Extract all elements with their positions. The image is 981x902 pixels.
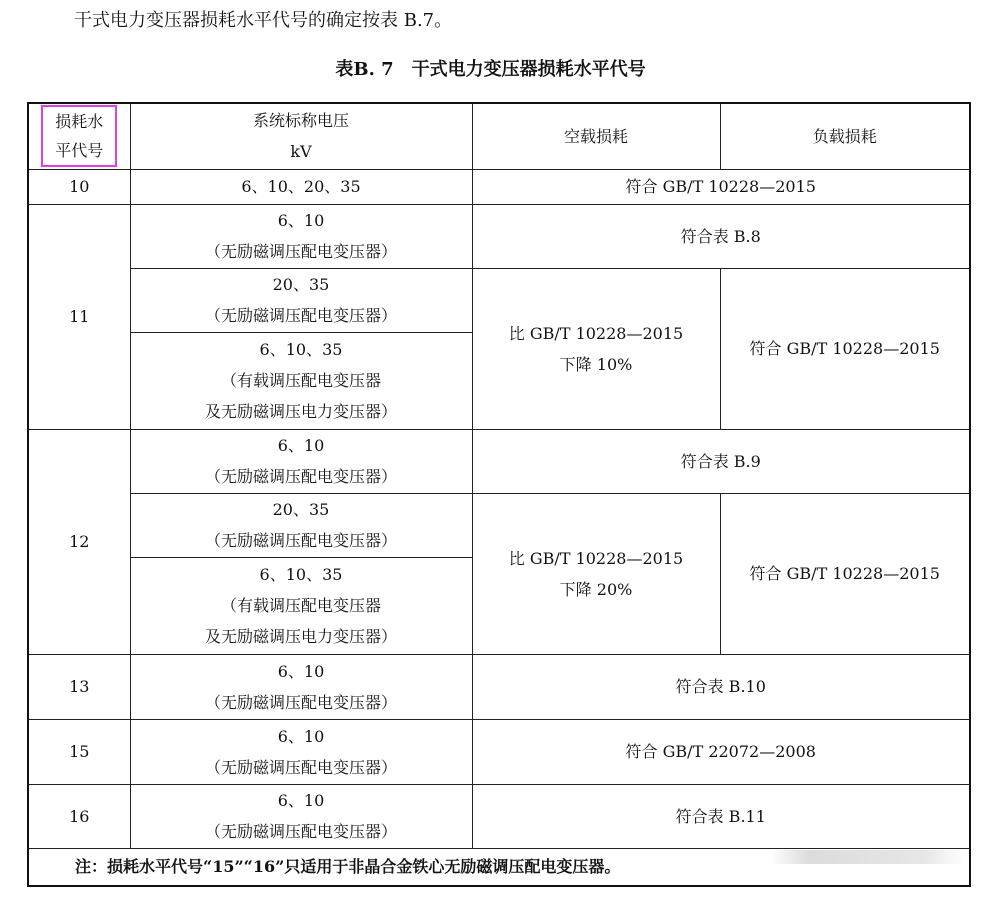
loss-cell: 符合表 B.10 (472, 654, 970, 719)
load-loss-cell: 符合 GB/T 10228—2015 (720, 268, 970, 429)
level-cell: 11 (28, 204, 130, 429)
loss-cell: 符合表 B.9 (472, 429, 970, 493)
table-row (28, 719, 970, 784)
voltage-cell: 20、35 （无励磁调压配电变压器） (130, 268, 472, 332)
voltage-cell: 6、10 （无励磁调压配电变压器） (130, 204, 472, 268)
loss-level-table (27, 102, 971, 887)
voltage-cell: 20、35 （无励磁调压配电变压器） (130, 493, 472, 557)
no-load-loss-cell: 比 GB/T 10228—2015 下降 20% (472, 493, 720, 654)
table-row (28, 654, 970, 719)
level-cell: 16 (28, 784, 130, 848)
table-row (28, 784, 970, 848)
header-load-loss: 负载损耗 (720, 103, 970, 169)
watermark-blur (770, 850, 965, 864)
loss-cell: 符合表 B.8 (472, 204, 970, 268)
voltage-cell: 6、10 （无励磁调压配电变压器） (130, 654, 472, 719)
voltage-cell: 6、10 （无励磁调压配电变压器） (130, 719, 472, 784)
voltage-cell: 6、10、20、35 (130, 169, 472, 204)
table-row (28, 169, 970, 204)
voltage-cell: 6、10 （无励磁调压配电变压器） (130, 784, 472, 848)
loss-cell: 符合表 B.11 (472, 784, 970, 848)
table-row (28, 204, 970, 268)
level-cell: 10 (28, 169, 130, 204)
table-row (28, 493, 970, 557)
header-row (28, 103, 970, 169)
header-nominal-voltage: 系统标称电压 kV (130, 103, 472, 169)
voltage-cell: 6、10、35 （有载调压配电变压器 及无励磁调压电力变压器） (130, 557, 472, 654)
header-no-load-loss: 空载损耗 (472, 103, 720, 169)
loss-cell: 符合 GB/T 10228—2015 (472, 169, 970, 204)
voltage-cell: 6、10 （无励磁调压配电变压器） (130, 429, 472, 493)
highlight-box: 损耗水 平代号 (41, 105, 117, 167)
level-cell: 15 (28, 719, 130, 784)
table-row (28, 429, 970, 493)
load-loss-cell: 符合 GB/T 10228—2015 (720, 493, 970, 654)
level-cell: 13 (28, 654, 130, 719)
table-caption: 表B. 7 干式电力变压器损耗水平代号 (335, 59, 646, 80)
table-row (28, 268, 970, 332)
voltage-cell: 6、10、35 （有载调压配电变压器 及无励磁调压电力变压器） (130, 332, 472, 429)
loss-cell: 符合 GB/T 22072—2008 (472, 719, 970, 784)
table-note: 注：损耗水平代号“15”“16”只适用于非晶合金铁心无励磁调压配电变压器。 (28, 848, 970, 886)
no-load-loss-cell: 比 GB/T 10228—2015 下降 10% (472, 268, 720, 429)
header-level-code (28, 103, 130, 169)
intro-text: 干式电力变压器损耗水平代号的确定按表 B.7。 (74, 10, 453, 31)
level-cell: 12 (28, 429, 130, 654)
